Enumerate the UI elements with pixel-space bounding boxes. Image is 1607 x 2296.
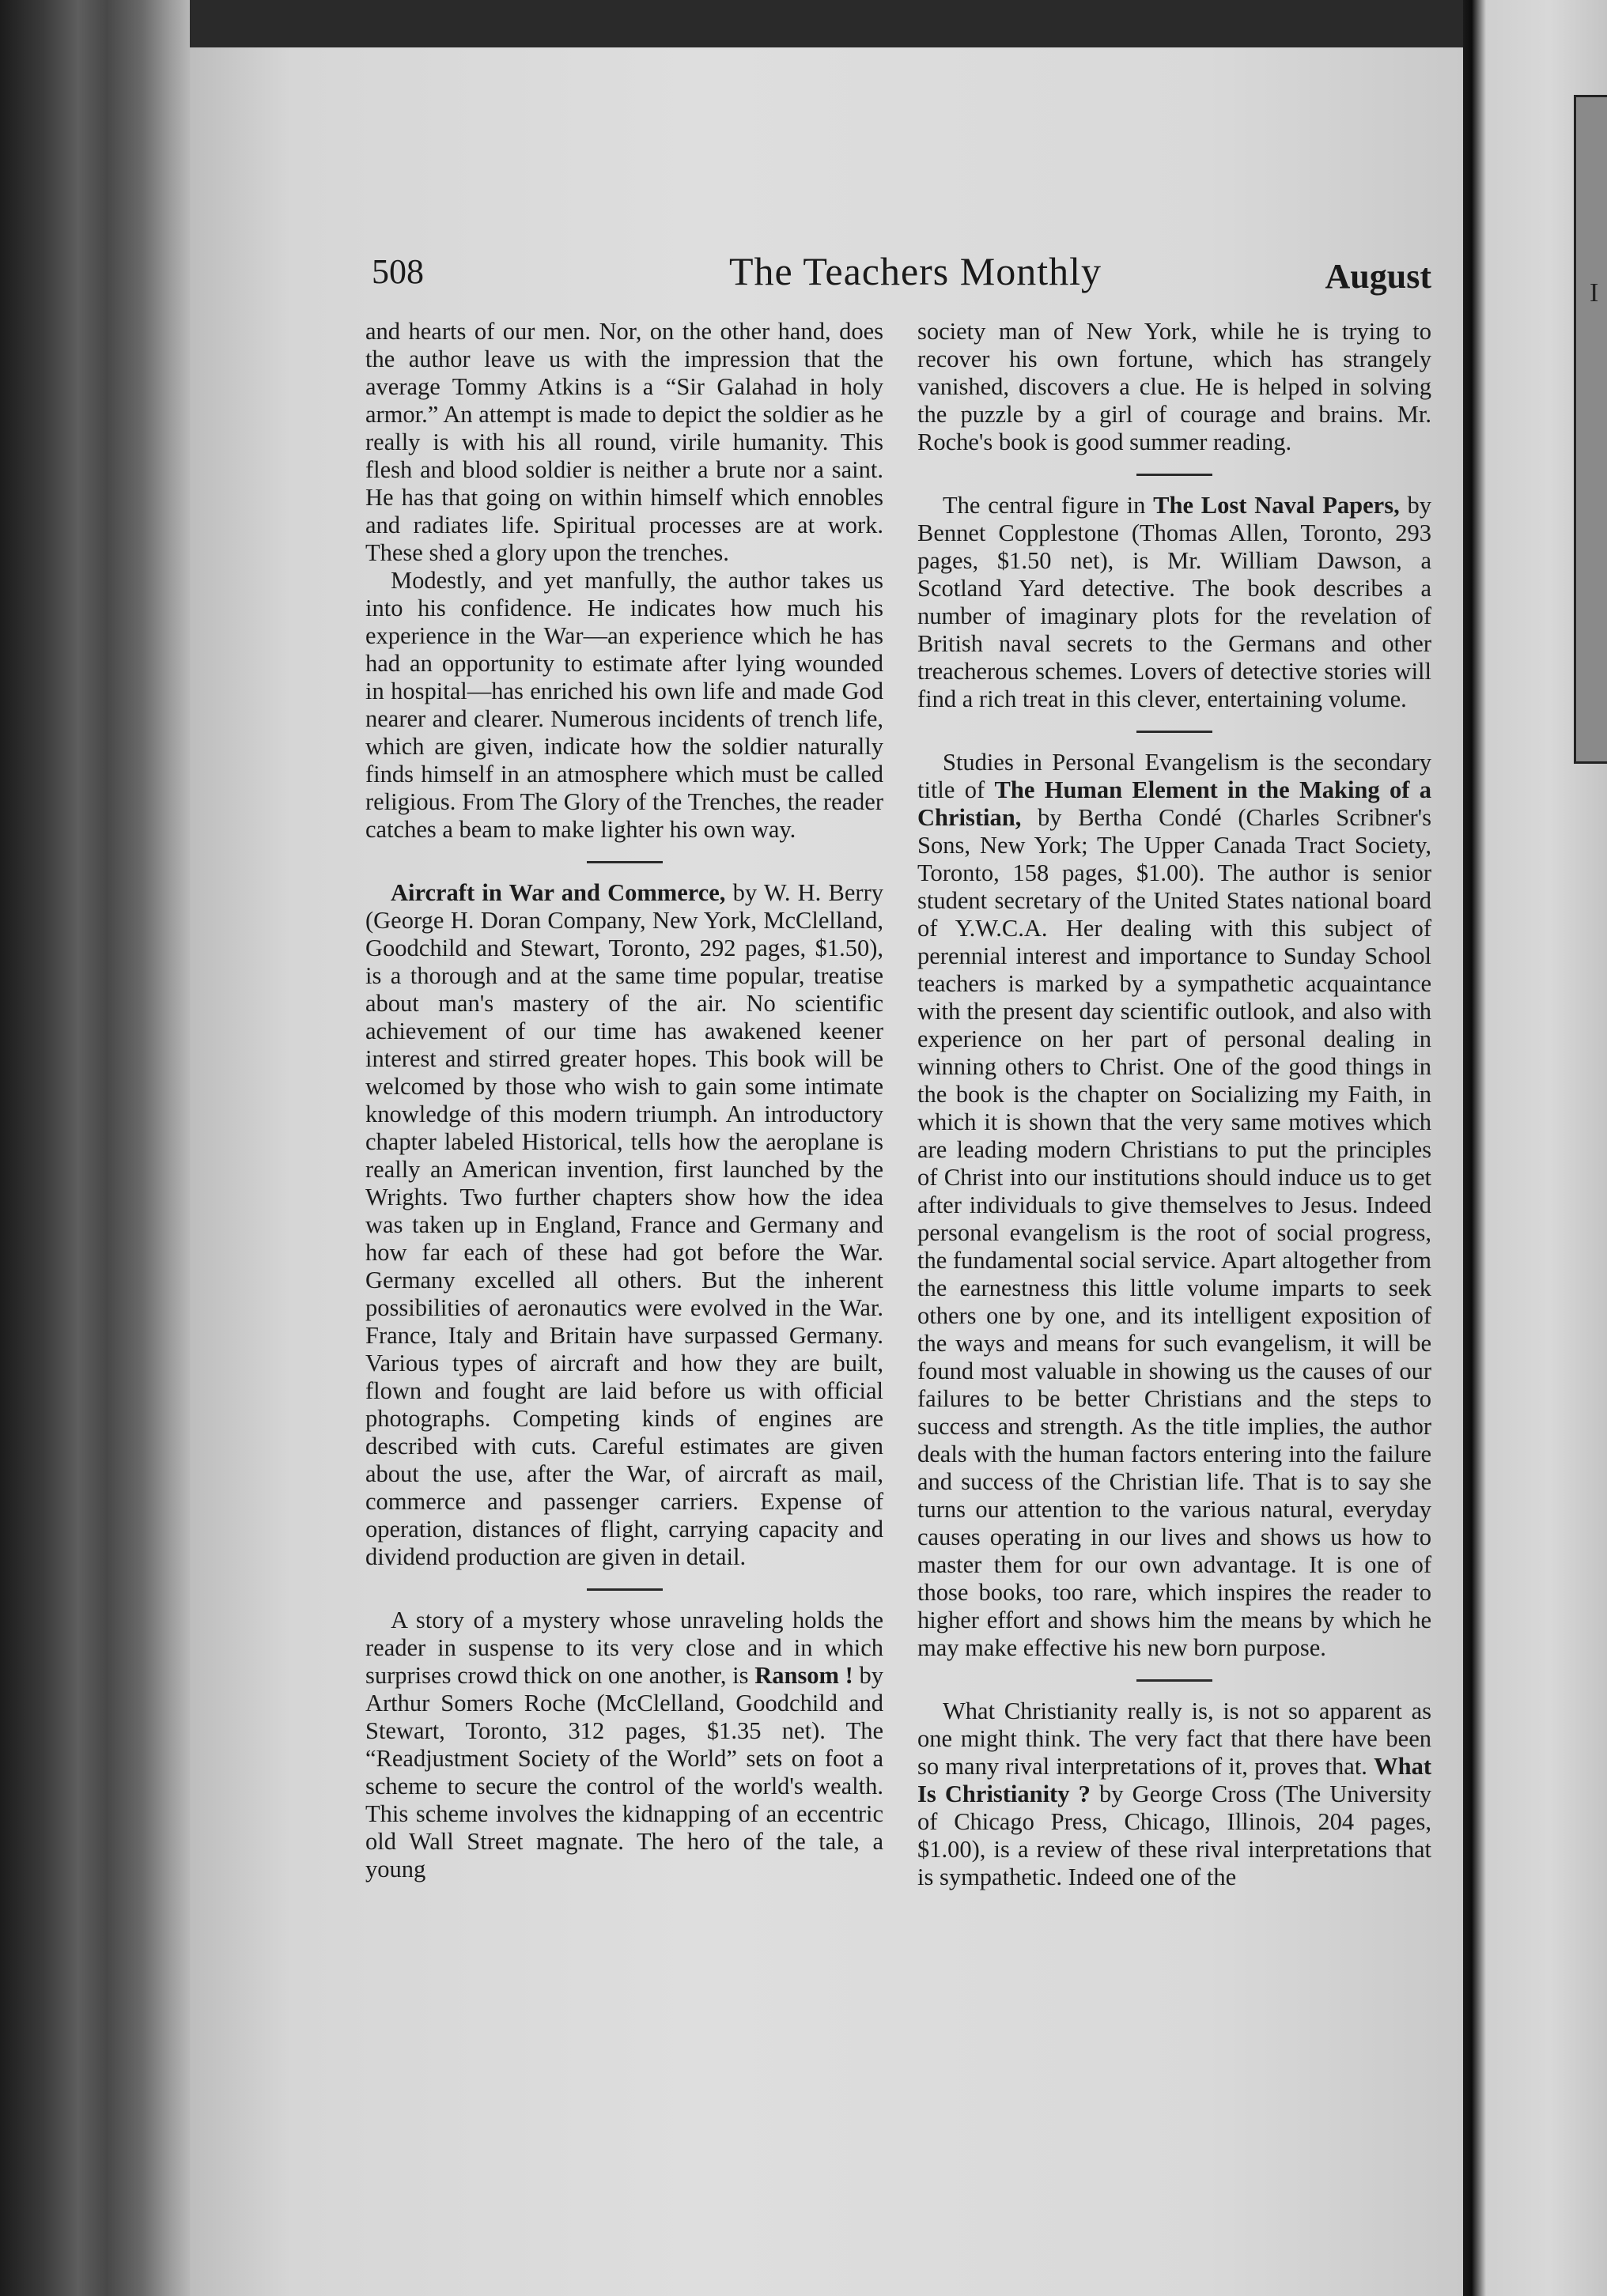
review-text: by Bennet Copplestone (Thomas Allen, Toronto, 293 pages, $1.50 net), is Mr. William Dawson, a Scotland Yard detective. The book describes a number of imaginary plots for the revelation of British naval secrets to the Germans and other treacherous schemes. Lovers of detective stories will find a rich treat in this clever, entertaining volume. — [917, 492, 1432, 712]
page-number: 508 — [372, 252, 424, 291]
review-text: A story of a mystery whose unraveling holds the reader in suspense to its very close and in which surprises crowd thick on one another, is — [365, 1607, 883, 1689]
left-column — [365, 318, 883, 1883]
review-paragraph — [365, 879, 883, 1571]
book-title: What Is Christianity ? — [917, 1753, 1431, 1807]
section-divider — [587, 861, 663, 863]
book-binding — [0, 0, 142, 2296]
book-title: The Human Element in the Making of a Christian, — [917, 776, 1431, 831]
section-divider — [587, 1588, 663, 1591]
issue-month: August — [1325, 257, 1431, 296]
review-paragraph: Modestly, and yet manfully, the author takes us into his confidence. He indicates how much his experience in the War—an experience which he has had an opportunity to estimate after lying wounded in hospital—has enriched his own life and made God nearer and clearer. Numerous incidents of trench life, which are given, indicate how the soldier naturally finds himself in an atmosphere which must be called religious. From The Glory of the Trenches, the reader catches a beam to make lighter his own way. — [365, 567, 883, 843]
review-paragraph: and hearts of our men. Nor, on the other hand, does the author leave us with the impression that the average Tommy Atkins is a “Sir Galahad in holy armor.” An attempt is made to depict the soldier as he really is with his all round, virile humanity. This flesh and blood soldier is neither a brute nor a saint. He has that going on within himself which ennobles and radiates life. Spiritual processes are at work. These shed a glory upon the trenches. — [365, 318, 883, 566]
review-text: by Bertha Condé (Charles Scribner's Sons, New York; The Upper Canada Tract Society, Toronto, 158 pages, $1.00). The author is senior student secretary of the United States national board of Y.W.C.A. Her dealing with this subject of perennial interest and importance to Sunday School teachers is marked by a sympathetic acquaintance with the present day scientific outlook, and also with experience on her part of personal dealing in winning others to Christ. One of the good things in the book is the chapter on Socializing my Faith, in which it is shown that the very same motives which are leading modern Christians to put the principles of Christ into our institutions should induce us to get after individuals to give themselves to Jesus. Indeed personal evangelism is the root of social progress, the fundamental social service. Apart altogether from the earnestness this little volume imparts to seek others one by one, and its intelligent exposition of the ways and means for such evangelism, it will be found most valuable in showing us the causes of our failures to be better Christians and the steps to success and strength. As the title implies, the author deals with the human factors entering into the failure and success of the Christian life. That is to say she turns our attention to the various natural, everyday causes operating in our lives and shows us how to master them for our own advantage. It is one of those books, too rare, which inspires the reader to higher effort and shows him the means by which he may make effective his new born purpose. — [917, 804, 1431, 1661]
book-title: Aircraft in War and Commerce, — [391, 879, 726, 906]
section-divider — [1136, 731, 1212, 733]
review-text: by George Cross (The University of Chicago Press, Chicago, Illinois, 204 pages, $1.00), is a review of these rival interpretations that is sympathetic. Indeed one of the — [917, 1781, 1431, 1890]
review-paragraph — [917, 492, 1431, 713]
review-text: Studies in Personal Evangelism is the secondary title of — [917, 749, 1431, 803]
review-paragraph: society man of New York, while he is trying to recover his own fortune, which has strangely vanished, discovers a clue. He is helped in solving the puzzle by a girl of courage and brains. Mr. Roche's book is good summer reading. — [917, 318, 1431, 455]
review-text: What Christianity really is, is not so apparent as one might think. The very fact that there have been so many rival interpretations of it, proves that. — [917, 1697, 1431, 1780]
section-divider — [1136, 1679, 1212, 1682]
review-text: The central figure in — [943, 492, 1154, 519]
book-title: Ransom ! — [754, 1662, 853, 1689]
facing-page-plate — [1574, 95, 1607, 764]
page-stack-edge — [142, 0, 190, 2296]
right-column — [917, 318, 1431, 1891]
journal-title: The Teachers Monthly — [729, 249, 1102, 293]
review-text: by Arthur Somers Roche (McClelland, Goodchild and Stewart, Toronto, 312 pages, $1.35 net). The “Readjustment Society of the World” sets on foot a scheme to secure the control of the world's wealth. This scheme involves the kidnapping of an eccentric old Wall Street magnate. The hero of the tale, a young — [365, 1662, 883, 1882]
review-paragraph — [917, 1697, 1431, 1891]
section-divider — [1136, 474, 1212, 476]
running-head — [372, 251, 1431, 299]
book-title: The Lost Naval Papers, — [1153, 492, 1400, 519]
review-paragraph — [917, 749, 1431, 1662]
facing-page-fragment: I — [1590, 278, 1599, 308]
review-paragraph — [365, 1607, 883, 1883]
review-text: by W. H. Berry (George H. Doran Company, New York, McClelland, Goodchild and Stewart, Toronto, 292 pages, $1.50), is a thorough and at the same time popular, treatise about man's mastery of the air. No scientific achievement of our time has awakened keener interest and stirred greater hopes. This book will be welcomed by those who wish to gain some intimate knowledge of this modern triumph. An introductory chapter labeled Historical, tells how the aeroplane is really an American invention, first launched by the Wrights. Two further chapters show how the idea was taken up in England, France and Germany and how far each of these had got before the War. Germany excelled all others. But the inherent possibilities of aeronautics were evolved in the War. France, Italy and Britain have surpassed Germany. Various types of aircraft and how they are built, flown and fought are laid before us with official photographs. Competing kinds of engines are described with cuts. Careful estimates are given about the use, after the War, of aircraft as mail, commerce and passenger carriers. Expense of operation, distances of flight, carrying capacity and dividend production are given in detail. — [365, 879, 883, 1570]
